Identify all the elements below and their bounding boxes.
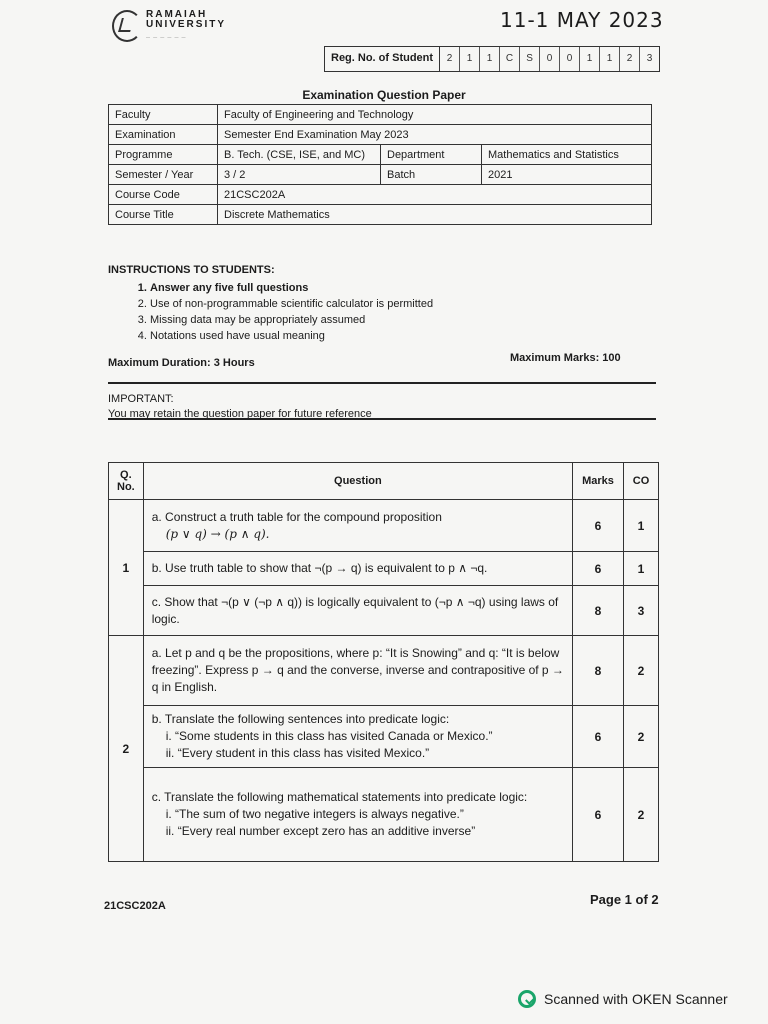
reg-digit: 1 (460, 47, 480, 71)
info-label: Course Code (109, 185, 218, 205)
footer-course-code: 21CSC202A (104, 900, 166, 912)
question-row (109, 768, 659, 862)
paper-title: Examination Question Paper (302, 88, 466, 102)
marks-cell: 6 (573, 500, 624, 552)
co-cell: 1 (624, 500, 659, 552)
question-table (108, 462, 659, 862)
info-label: Examination (109, 125, 218, 145)
question-text (143, 500, 572, 552)
q2c-item: ii. “Every real number except zero has an additive inverse” (165, 824, 476, 838)
marks-cell: 6 (573, 706, 624, 768)
question-number: 1 (109, 500, 144, 636)
reg-digit: 1 (480, 47, 500, 71)
co-cell: 2 (624, 706, 659, 768)
university-logo (112, 8, 232, 42)
reg-digit: 2 (440, 47, 460, 71)
q2b-text: b. Translate the following sentences into predicate logic: (151, 712, 450, 726)
reg-label: Reg. No. of Student (325, 47, 440, 71)
info-label: Semester / Year (109, 165, 218, 185)
q2b-item: i. “Some students in this class has visited Canada or Mexico.” (165, 729, 493, 743)
info-value: Semester End Examination May 2023 (218, 125, 652, 145)
info-value: 21CSC202A (218, 185, 652, 205)
info-value: Faculty of Engineering and Technology (218, 105, 652, 125)
info-label: Programme (109, 145, 218, 165)
co-cell: 3 (624, 586, 659, 636)
instructions-heading: INSTRUCTIONS TO STUDENTS: (108, 264, 275, 276)
question-text: a. Let p and q be the propositions, where p: “It is Snowing” and q: “It is below freezing”. Express p → q and the converse, inverse and contrapositive of p → q in English. (143, 636, 572, 706)
logo-emblem-icon (112, 10, 142, 42)
q1a-expression: (p ∨ q) → (p ∧ q). (165, 526, 270, 541)
q2c-item: i. “The sum of two negative integers is always negative.” (165, 807, 464, 821)
q2b-item: ii. “Every student in this class has visited Mexico.” (165, 746, 430, 760)
university-name: RAMAIAH UNIVERSITY (146, 9, 227, 30)
instruction-item: 3. Missing data may be appropriately assumed (150, 312, 433, 328)
max-marks: Maximum Marks: 100 (510, 352, 621, 364)
question-text (143, 706, 572, 768)
info-row (109, 105, 652, 125)
reg-digit: 1 (580, 47, 600, 71)
marks-cell: 8 (573, 586, 624, 636)
table-header-row (109, 463, 659, 500)
info-value: Discrete Mathematics (218, 205, 652, 225)
info-row (109, 145, 652, 165)
info-value: B. Tech. (CSE, ISE, and MC) (218, 145, 381, 165)
important-text: You may retain the question paper for future reference (108, 408, 372, 420)
col-question-header: Question (143, 463, 572, 500)
scanner-logo-icon (518, 990, 536, 1008)
q1a-text: a. Construct a truth table for the compound proposition (151, 509, 442, 524)
co-cell: 2 (624, 768, 659, 862)
question-row (109, 636, 659, 706)
scanner-text: Scanned with OKEN Scanner (544, 991, 728, 1007)
important-heading: IMPORTANT: (108, 393, 174, 405)
instruction-item: 2. Use of non-programmable scientific calculator is permitted (150, 296, 433, 312)
info-value: Mathematics and Statistics (482, 145, 652, 165)
info-row (109, 185, 652, 205)
question-row (109, 500, 659, 552)
question-row (109, 586, 659, 636)
logo-tagline: — — — — — — (146, 34, 187, 39)
info-label: Department (381, 145, 482, 165)
info-value: 3 / 2 (218, 165, 381, 185)
info-row (109, 205, 652, 225)
instruction-item: 4. Notations used have usual meaning (150, 328, 433, 344)
reg-digit: C (500, 47, 520, 71)
handwritten-date: 11-1 MAY 2023 (500, 8, 664, 32)
question-text: b. Use truth table to show that ¬(p → q) is equivalent to p ∧ ¬q. (143, 552, 572, 586)
info-label: Faculty (109, 105, 218, 125)
question-text: c. Show that ¬(p ∨ (¬p ∧ q)) is logically equivalent to (¬p ∧ ¬q) using laws of logic. (143, 586, 572, 636)
col-qno-header: Q. No. (109, 463, 144, 500)
question-row (109, 552, 659, 586)
marks-cell: 6 (573, 552, 624, 586)
reg-digit: 0 (560, 47, 580, 71)
reg-number-box (324, 46, 660, 72)
col-marks-header: Marks (573, 463, 624, 500)
question-number: 2 (109, 636, 144, 862)
instructions-list (128, 280, 433, 344)
reg-digit: 0 (540, 47, 560, 71)
info-label: Batch (381, 165, 482, 185)
question-text (143, 768, 572, 862)
co-cell: 1 (624, 552, 659, 586)
info-row (109, 165, 652, 185)
q2c-text: c. Translate the following mathematical statements into predicate logic: (151, 790, 528, 804)
page-number: Page 1 of 2 (590, 892, 659, 907)
question-row (109, 706, 659, 768)
info-row (109, 125, 652, 145)
marks-cell: 8 (573, 636, 624, 706)
co-cell: 2 (624, 636, 659, 706)
col-co-header: CO (624, 463, 659, 500)
reg-digit: 3 (646, 53, 653, 64)
reg-digit: 1 (600, 47, 620, 71)
max-duration: Maximum Duration: 3 Hours (108, 357, 255, 369)
reg-digit: S (520, 47, 540, 71)
instruction-item: 1. Answer any five full questions (150, 280, 433, 296)
divider (108, 418, 656, 420)
divider (108, 382, 656, 384)
scanner-watermark (518, 990, 728, 1008)
marks-cell: 6 (573, 768, 624, 862)
course-info-table (108, 104, 652, 225)
reg-digit: 2 (620, 47, 640, 71)
info-value: 2021 (482, 165, 652, 185)
info-label: Course Title (109, 205, 218, 225)
